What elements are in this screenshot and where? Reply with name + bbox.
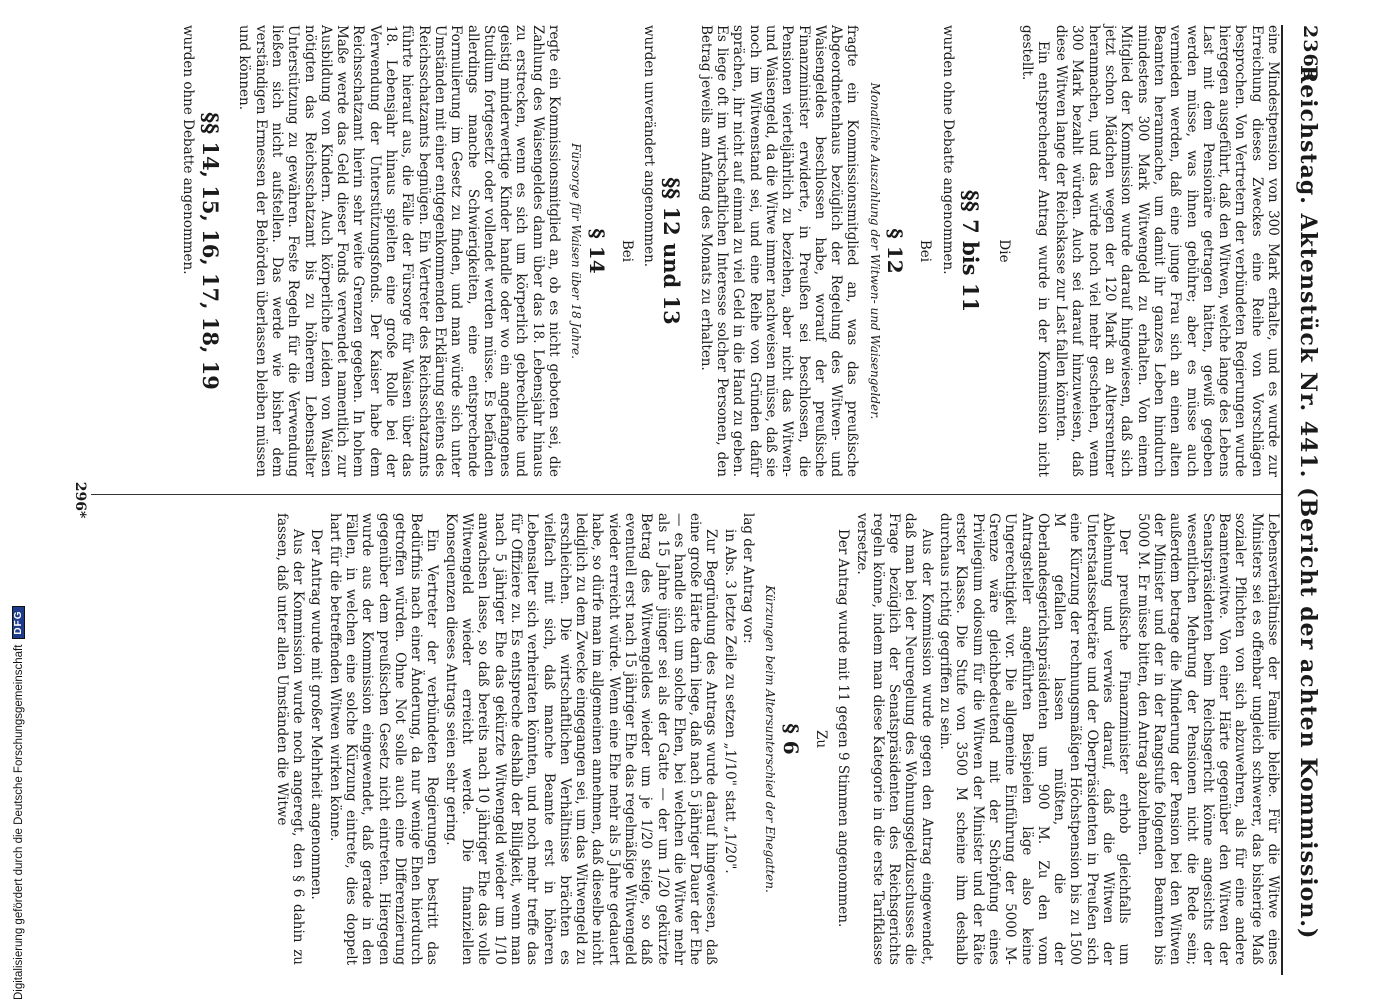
right-paragraph: Der Antrag wurde mit großer Mehrheit angenommen. [308,529,325,900]
right-paragraph: Aus der Kommission wurde gegen den Antrag eingewendet, daß man bei der Neuregelung des Wohnungsgeldzuschusses die Frage bezüglich der Senatspräsidenten des Reichsgerichts regeln könne, indem man diese Kategorie in die erste Tarifklasse versetze. [853,513,935,965]
running-head-title: Reichstag. Aktenstück Nr. 441. (Bericht der achten Kommission.) [1295,65,1321,940]
folio-mark: 296* [72,481,88,519]
left-section-subtitle: Monatliche Auszahlung der Witwen- und Waisengelder. [867,82,882,420]
right-paragraph: in Abs. 3 letzte Zeile zu setzen „1/10" statt „1/20". [721,529,738,874]
right-lead-word: Zu [812,729,829,749]
right-paragraph: Zur Begründung des Antrags wurde darauf hingewiesen, daß eine große Härte darin liege, daß nach 5 jähriger Dauer der Ehe — es handle sich um solche Ehen, bei welchen die Witwe mehr als 15 Jahre jünger sei als der Gatte — der um 1/20 gekürzte Betrag des Witwengeldes wieder um je 1/20 steige, so daß eventuell erst nach 15 jähriger Ehe das regelmäßige Witwengeld wieder erreicht würde. Wenn eine Ehe mehr als 5 Jahre gedauert habe, so dürfe man im allgemeinen annehmen, daß dieselbe nicht lediglich zu dem Zwecke eingegangen sei, um das Witwengeld zu erschleichen. Die wirtschaftlichen Verhältnisse brächten es vielfach mit sich, daß manche Beamte erst in höheren Lebensalter sich verheiraten könnten, und noch mehr treffe das für Offiziere zu. Es entspreche deshalb der Billigkeit, wenn man nach 5 jähriger Ehe das gekürzte Witwengeld wieder um 1/10 anwachsen lasse, so daß bereits nach 10 jähriger Ehe das volle Witwengeld wieder erreicht werde. Die finanziellen Konsequenzen dieses Antrags seien sehr gering. [442,513,720,965]
left-paragraph: fragte ein Kommissionsmitglied an, was das preußische Abgeordnetenhaus bezüglich der Regelung des Witwen- und Waisengeldes beschlossen habe, worauf der preußische Finanzminister erwiderte, in Preußen sei beschlossen, die Pensionen vierteljährlich zu beziehen, aber nicht das Witwen- und Waisengeld, da die Witwe immer nachweisen müsse, daß sie noch im Witwenstand sei, und eine Reihe von Gründen dafür sprächen, ihr nicht auf einmal zu viel Geld in die Hand zu geben. Es liege oft im wirtschaftlichen Interesse solcher Personen, den Betrag jeweils am Anfang des Monats zu erhalten. [697,25,861,477]
right-paragraph: Der Antrag wurde mit 11 gegen 9 Stimmen angenommen. [835,529,852,928]
left-paragraph: regte ein Kommissionsmitglied an, ob es nicht geboten sei, die Zahlung des Waisengeldes dann über das 18. Lebensjahr hinaus zu erstrecken, wenn es sich um körperlich gebrechliche und geistig minderwertige Kinder handle oder wo ein angefangenes Studium fortgesetzt oder vollendet werden müsse. Es befänden allerdings manche Schwierigkeiten, eine entsprechende Formulierung im Gesetz zu finden, und man würde sich unter Umständen mit einer entgegenkommenden Erklärung seitens des Reichsschatzamts begnügen. Ein Vertreter des Reichsschatzamts führte hierauf aus, die Fälle der Fürsorge für Waisen über das 18. Lebensjahr hinaus spielten eine große Rolle bei der Verwendung der Unterstützungsfonds. Der Kaiser habe dem Reichsschatzamt hierin sehr weite Grenzen gegeben. In hohem Maße werde das Geld dieser Fonds verwendet namentlich zur Ausbildung von Kindern. Auch körperliche Leiden von Waisen nötigten das Reichsschatzamt bis zu höherem Lebensalter Unterstützung zu gewähren. Feste Regeln für die Verwendung ließen sich nicht aufstellen. Das werde wie bisher dem verständigen Ermessen der Behörden überlassen bleiben müssen und können. [236,25,563,477]
right-paragraph: Lebensverhältnisse der Familie bleibe. Für die Witwe eines Ministers sei es offenbar ungleich schwerer, das bisherige Maß sozialer Pflichten von sich abzuwehren, als für eine andere Beamtenwitwe. Von einer Härte gegenüber den Witwen der Senatspräsidenten beim Reichsgericht könne angesichts der wesentlichen Mehrung der Pensionen nicht die Rede sein; außerdem betrage die Minderung der Pension bei den Witwen der Minister und der in der Rangstufe folgenden Beamten bis 5000 M. Er müsse bitten, den Antrag abzulehnen. [1134,513,1281,965]
credit-text: Digitalisierung gefördert durch die Deutsche Forschungsgemeinschaft [12,644,25,1000]
page-number: 2363 [1299,25,1321,82]
left-section-range-heading: §§ 12 und 13 [659,177,685,325]
header-rule [1281,25,1283,975]
right-section-subtitle: Kürzungen beim Altersunterschied der Ehegatten. [763,585,778,893]
left-paragraph: eine Mindestpension von 300 Mark erhalte, und es wurde zur Erreichung dieses Zweckes eine Reihe von Vorschlägen besprochen. Von Vertretern der verbündeten Regierungen wurde hiergegen ausgeführt, daß den Witwen, welche lange des Lebens Last mit dem Pensionäre getragen hätten, gewiß gegeben werden müsse, was ihnen gebühre; aber es müsse auch vermieden werden, daß eine junge Frau sich an einen alten Beamten heranmache, um damit ihr ganzes Leben hindurch mindestens 300 Mark Witwengeld zu erhalten. Von einem Mitglied der Kommission wurde darauf hingewiesen, daß sich jetzt schon Mädchen wegen der 120 Mark an Altersrentner heranmachen, und das würde noch viel mehr geschehen, wenn 300 Mark bezahlt würden. Auch sei darauf hinzuweisen, daß diese Witwen lange der Reichskasse zur Last fallen könnten. [1053,25,1281,477]
left-section-heading: § 14 [584,228,609,274]
right-paragraph: Der preußische Finanzminister erhob gleichfalls um Ablehnung und verwies darauf, daß die Witwen der Unterstaatssekretäre und der Oberpräsidenten in Preußen sich eine Kürzung der rechnungsmäßigen Höchstpension bis zu 1500 M gefallen lassen müßten, die der Oberlandesgerichtspräsidenten um 900 M. Zu den vom Antragsteller angeführten Beispielen läge also keine Ungerechtigkeit vor. Die allgemeine Einführung der 5000 M-Grenze wäre gleichbedeutend mit der Schöpfung eines Privilegium odiosum für die Witwen der Minister und der Räte erster Klasse. Die Stufe von 3500 M scheine ihm deshalb durchaus richtig gegriffen zu sein. [937,513,1133,965]
left-section-subtitle: Fürsorge für Waisen über 18 Jahre. [569,143,584,359]
rotated-page [43,25,1333,975]
right-section-heading: § 6 [778,723,803,755]
left-paragraph: wurden unverändert angenommen. [641,25,658,268]
right-paragraph: Aus der Kommission wurde noch angeregt, den § 6 dahin zu fassen, daß unter allen Umständen die Witwe [273,513,307,965]
left-section-range-heading: §§ 14, 15, 16, 17, 18, 19 [198,112,224,390]
left-paragraph: wurden ohne Debatte angenommen. [939,25,956,275]
column-divider [91,494,1281,495]
running-head [1281,25,1321,975]
dfg-logo: DFG [12,606,25,638]
right-paragraph: lag der Antrag vor: [740,513,757,644]
left-paragraph: Ein entsprechender Antrag wurde in der Kommission nicht gestellt. [1018,25,1051,477]
digitization-credit [12,10,25,1000]
left-lead-word: Die [996,239,1013,263]
right-column [271,513,1281,965]
left-lead-word: Bei [618,239,635,263]
left-lead-word: Bei [917,239,934,263]
left-column [177,25,1281,477]
left-paragraph: wurden ohne Debatte angenommen. [179,25,196,275]
right-paragraph: Ein Vertreter der verbündeten Regierungen bestritt das Bedürfnis nach einer Änderung, da nur wenige Ehen hierdurch getroffen würden. Ohne Not solle auch eine Differenzierung gegenüber dem preußischen Gesetz nicht eintreten. Hiergegen wurde aus der Kommission eingewendet, daß gerade in den Fällen, in welchen eine solche Kürzung eintrete, dies doppelt hart für die betreffenden Witwen wirken könne. [326,513,441,965]
left-section-range-heading: §§ 7 bis 11 [957,189,983,313]
left-section-heading: § 12 [883,228,908,274]
